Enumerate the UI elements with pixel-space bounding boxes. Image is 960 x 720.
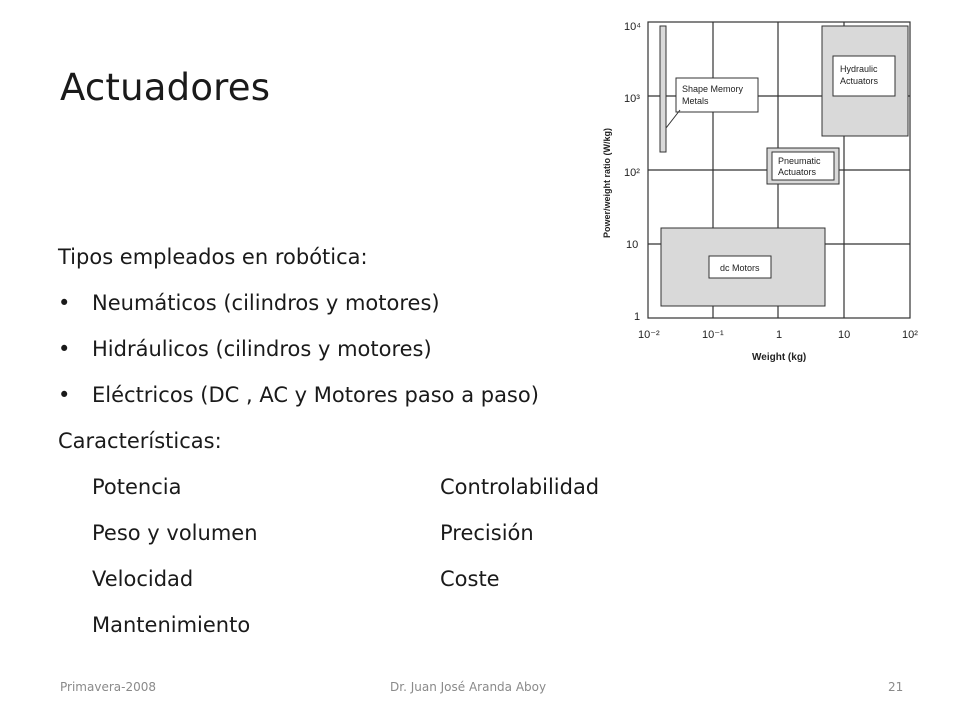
dc-motors-label: dc Motors xyxy=(720,263,760,273)
bullet-label: Neumáticos (cilindros y motores) xyxy=(92,291,440,315)
shape-memory-bar xyxy=(660,26,666,152)
x-tick-label: 10 xyxy=(838,329,851,341)
feature-row xyxy=(58,464,599,510)
x-tick-label: 10² xyxy=(902,329,918,341)
shape-memory-pointer xyxy=(666,110,680,128)
feature-item: Peso y volumen xyxy=(92,521,258,545)
bullet-item xyxy=(58,326,599,372)
feature-row xyxy=(58,510,599,556)
x-tick-label: 10⁻¹ xyxy=(702,329,724,341)
page-number: 21 xyxy=(888,680,904,694)
shape-memory-label: Shape Memory Metals xyxy=(682,84,744,106)
x-tick-label: 1 xyxy=(776,329,783,341)
hydraulic-label: Hydraulic Actuators xyxy=(840,64,879,86)
bullet-label: Eléctricos (DC , AC y Motores paso a paso) xyxy=(92,383,539,407)
feature-item: Potencia xyxy=(92,475,182,499)
footer-date: Primavera-2008 xyxy=(60,680,156,694)
bullet-item xyxy=(58,372,599,418)
feature-item: Controlabilidad xyxy=(440,475,600,499)
x-axis-title: Weight (kg) xyxy=(752,352,807,363)
slide-body xyxy=(58,234,599,648)
footer-author: Dr. Juan José Aranda Aboy xyxy=(390,680,547,694)
feature-item: Mantenimiento xyxy=(92,613,251,637)
feature-item: Precisión xyxy=(440,521,534,545)
bullet-item xyxy=(58,280,599,326)
y-axis-title: Power/weight ratio (W/kg) xyxy=(602,127,612,238)
intro-text: Tipos empleados en robótica: xyxy=(58,245,368,269)
bullet-icon: • xyxy=(58,337,71,361)
feature-item: Velocidad xyxy=(92,567,194,591)
y-tick-label: 1 xyxy=(634,311,641,323)
features-heading: Características: xyxy=(58,429,222,453)
x-tick-label: 10⁻² xyxy=(638,329,660,341)
y-tick-label: 10³ xyxy=(624,93,640,105)
bullet-icon: • xyxy=(58,383,71,407)
y-tick-label: 10⁴ xyxy=(624,21,641,33)
slide-title: Actuadores xyxy=(60,66,271,109)
y-tick-label: 10 xyxy=(626,239,639,251)
feature-item: Coste xyxy=(440,567,500,591)
bullet-label: Hidráulicos (cilindros y motores) xyxy=(92,337,432,361)
feature-row xyxy=(58,556,599,602)
pneumatic-label: Pneumatic Actuators xyxy=(778,156,821,177)
bullet-icon: • xyxy=(58,291,71,315)
y-tick-label: 10² xyxy=(624,167,640,179)
feature-row xyxy=(58,602,599,648)
actuator-comparison-figure xyxy=(596,10,936,380)
